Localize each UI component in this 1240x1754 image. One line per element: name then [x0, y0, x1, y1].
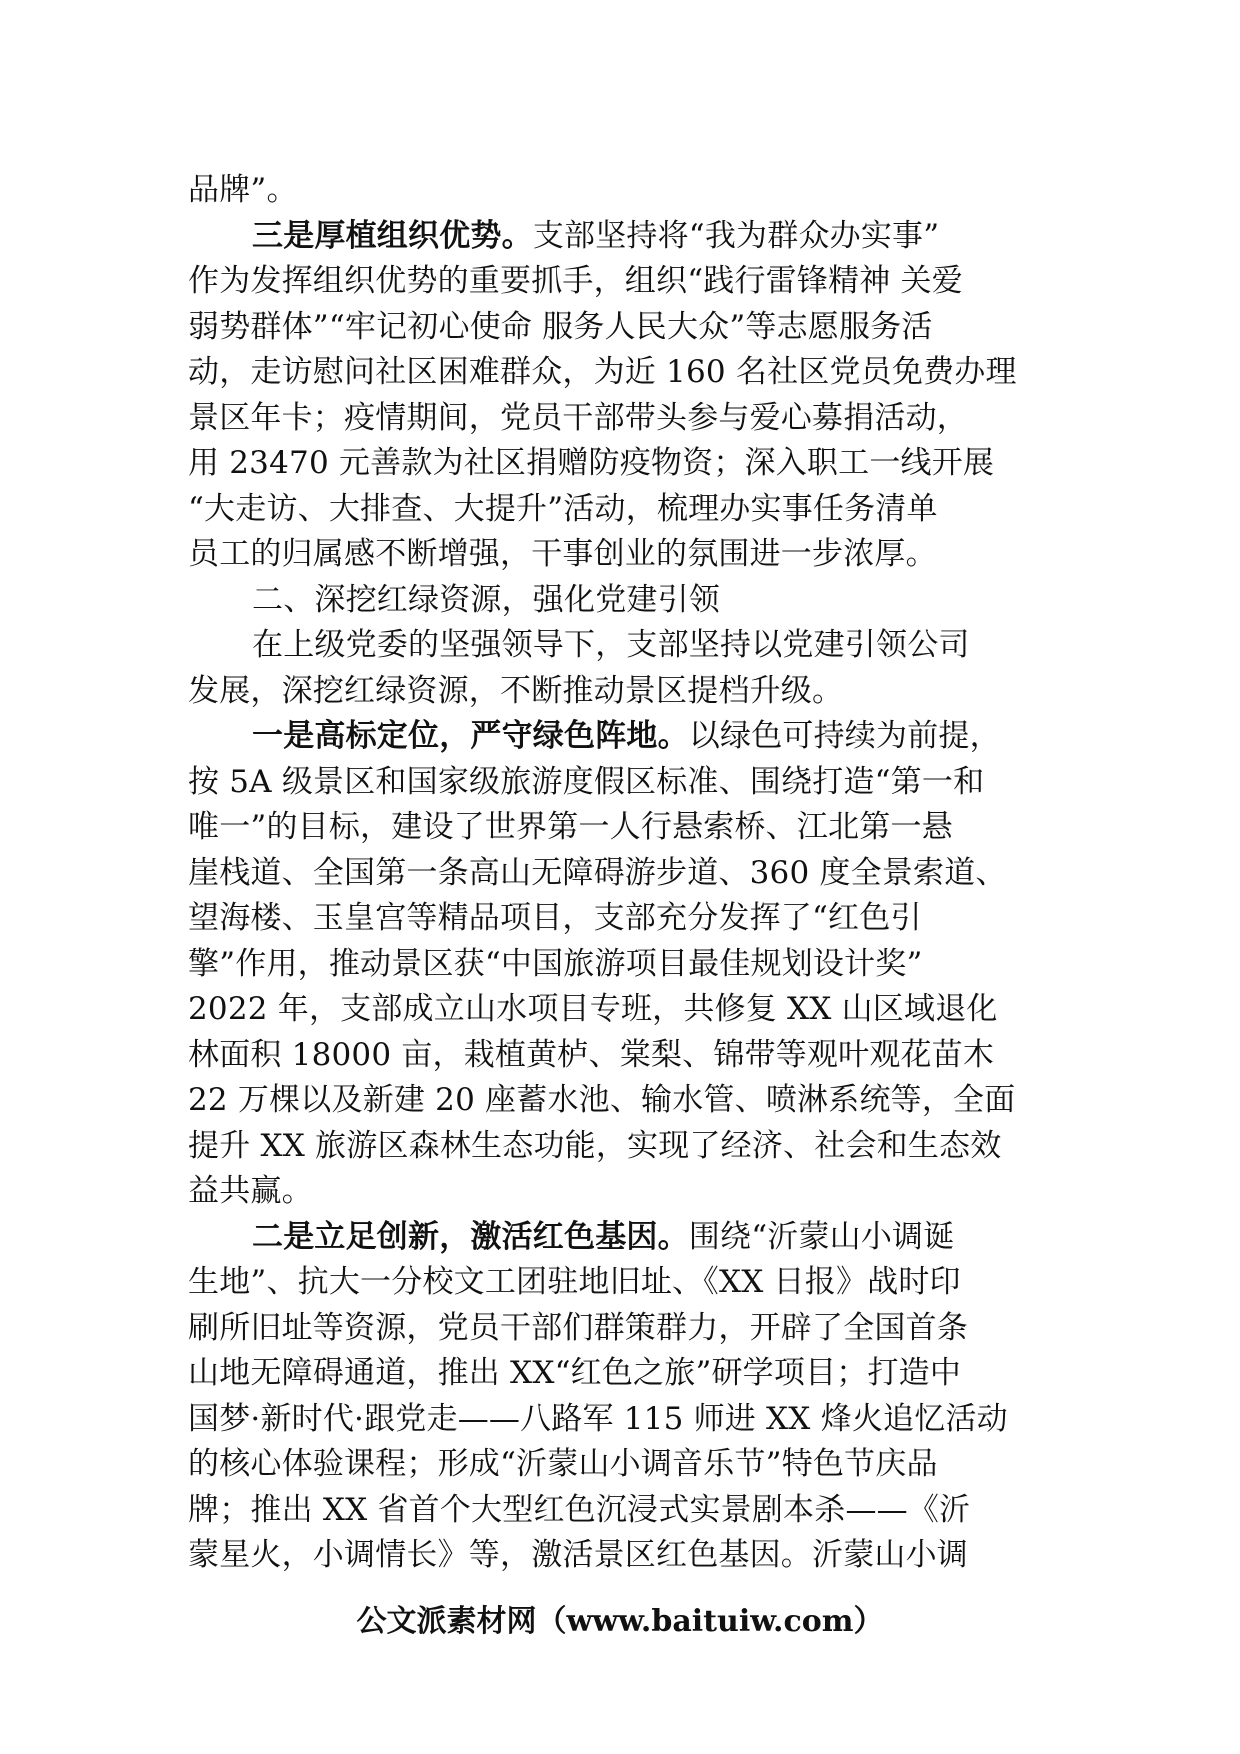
line-text: 生地”、抗大一分校文工团驻地旧址、《XX 日报》战时印 [188, 1264, 961, 1300]
line-text: 发展，深挖红绿资源，不断推动景区提档升级。 [188, 672, 844, 709]
line-text: 景区年卡；疫情期间，党员干部带头参与爱心募捐活动， [188, 399, 968, 436]
text-line [188, 1033, 1068, 1079]
line-text: 用 23470 元善款为社区捐赠防疫物资；深入职工一线开展 [188, 445, 995, 481]
text-line [188, 578, 1068, 624]
line-text: 刷所旧址等资源，党员干部们群策群力，开辟了全国首条 [188, 1309, 968, 1346]
line-text: 崖栈道、全国第一条高山无障碍游步道、360 度全景索道、 [188, 854, 1007, 891]
text-line [188, 1169, 1068, 1215]
line-text: 蒙星火，小调情长》等，激活景区红色基因。沂蒙山小调 [188, 1537, 968, 1573]
line-text: 的核心体验课程；形成“沂蒙山小调音乐节”特色节庆品 [188, 1446, 938, 1482]
line-text: 2022 年，支部成立山水项目专班，共修复 XX 山区域退化 [188, 991, 998, 1027]
line-text: 在上级党委的坚强领导下，支部坚持以党建引领公司 [252, 627, 970, 663]
text-line [188, 214, 1068, 260]
text-line [188, 896, 1068, 942]
body-text [188, 168, 1068, 1579]
line-text: “大走访、大排查、大提升”活动，梳理办实事任务清单 [188, 490, 938, 527]
text-line [188, 987, 1068, 1033]
line-text: 提升 XX 旅游区森林生态功能，实现了经济、社会和生态效 [188, 1127, 1002, 1164]
text-line [188, 168, 1068, 214]
text-line [188, 623, 1068, 669]
text-line [188, 1397, 1068, 1443]
text-line [188, 805, 1068, 851]
line-text: 员工的归属感不断增强，干事创业的氛围进一步浓厚。 [188, 536, 937, 572]
line-text: 围绕“沂蒙山小调诞 [688, 1218, 955, 1255]
text-line [188, 1215, 1068, 1261]
text-line [188, 1260, 1068, 1306]
footer-watermark: 公文派素材网（www.baituiw.com） [356, 1604, 884, 1639]
line-text: 国梦·新时代·跟党走——八路军 115 师进 XX 烽火追忆活动 [188, 1400, 1008, 1437]
text-line [188, 714, 1068, 760]
line-text: 22 万棵以及新建 20 座蓄水池、输水管、喷淋系统等，全面 [188, 1082, 1016, 1118]
line-text: 动，走访慰问社区困难群众，为近 160 名社区党员免费办理 [188, 354, 1017, 390]
line-text: 弱势群体”“牢记初心使命 服务人民大众”等志愿服务活 [188, 308, 933, 345]
line-text: 擎”作用，推动景区获“中国旅游项目最佳规划设计奖” [188, 945, 923, 982]
text-line [188, 350, 1068, 396]
line-text: 益共赢。 [188, 1173, 313, 1209]
line-text: 作为发挥组织优势的重要抓手，组织“践行雷锋精神 关爱 [188, 263, 963, 299]
line-text: 山地无障碍通道，推出 XX“红色之旅”研学项目；打造中 [188, 1355, 962, 1391]
bold-heading-text: 一是高标定位，严守绿色阵地。 [252, 718, 689, 754]
line-text: 望海楼、玉皇宫等精品项目，支部充分发挥了“红色引 [188, 900, 922, 936]
text-line [188, 851, 1068, 897]
text-line [188, 1351, 1068, 1397]
text-line [188, 487, 1068, 533]
text-line [188, 532, 1068, 578]
line-text: 品牌”。 [188, 172, 298, 208]
line-text: 二、深挖红绿资源，强化党建引领 [252, 581, 720, 618]
bold-heading-text: 三是厚植组织优势。 [252, 217, 533, 254]
text-line [188, 1533, 1068, 1579]
text-line [188, 669, 1068, 715]
text-line [188, 441, 1068, 487]
line-text: 牌；推出 XX 省首个大型红色沉浸式实景剧本杀——《沂 [188, 1491, 971, 1528]
text-line [188, 1124, 1068, 1170]
text-line [188, 396, 1068, 442]
text-line [188, 760, 1068, 806]
line-text: 以绿色可持续为前提， [688, 718, 1001, 754]
text-line [188, 1442, 1068, 1488]
bold-heading-text: 二是立足创新，激活红色基因。 [252, 1218, 689, 1255]
line-text: 按 5A 级景区和国家级旅游度假区标准、围绕打造“第一和 [188, 763, 985, 800]
line-text: 支部坚持将“我为群众办实事” [532, 217, 940, 254]
line-text: 唯一”的目标，建设了世界第一人行悬索桥、江北第一悬 [188, 809, 953, 845]
text-line [188, 1488, 1068, 1534]
text-line [188, 305, 1068, 351]
text-line [188, 259, 1068, 305]
line-text: 林面积 18000 亩，栽植黄栌、棠梨、锦带等观叶观花苗木 [188, 1036, 995, 1073]
text-line [188, 1306, 1068, 1352]
text-line [188, 942, 1068, 988]
text-line [188, 1078, 1068, 1124]
